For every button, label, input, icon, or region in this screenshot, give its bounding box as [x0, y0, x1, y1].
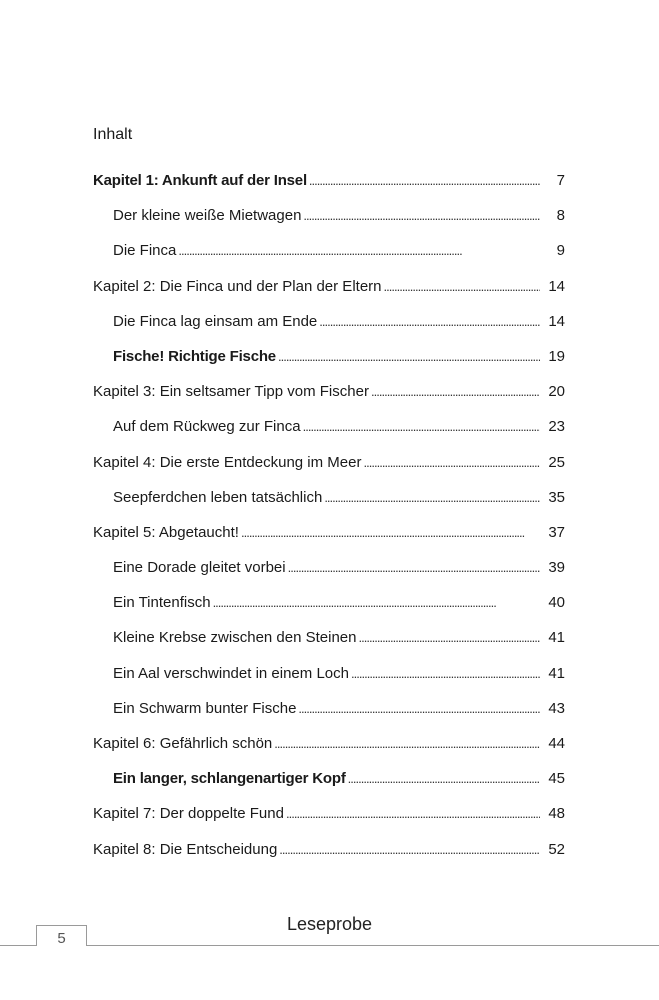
toc-entry-title: Der kleine weiße Mietwagen	[113, 207, 302, 225]
toc-heading: Inhalt	[93, 126, 133, 143]
toc-entry-title: Kapitel 3: Ein seltsamer Tipp vom Fischer	[93, 383, 369, 401]
toc-entry-title: Ein langer, schlangenartiger Kopf	[113, 770, 346, 788]
toc-entry-page: 9	[556, 242, 565, 260]
toc-entry-page: 37	[548, 523, 565, 541]
toc-dot-leader	[363, 445, 540, 480]
toc-entry-title: Eine Dorade gleitet vorbei	[113, 559, 286, 577]
toc-dot-leader	[309, 163, 540, 198]
toc-entry-title: Die Finca lag einsam am Ende	[113, 312, 318, 330]
toc-dot-leader	[178, 233, 540, 268]
toc-entry-title: Die Finca	[113, 242, 177, 260]
toc-entry-page: 41	[548, 629, 565, 647]
toc-entry-title: Ein Schwarm bunter Fische	[113, 699, 297, 717]
toc-chapter-entry[interactable]	[0, 374, 659, 409]
toc-chapter-entry[interactable]	[0, 269, 659, 304]
toc-entry-title: Auf dem Rückweg zur Finca	[113, 418, 301, 436]
toc-dot-leader	[213, 585, 540, 620]
toc-entry-page: 44	[548, 735, 565, 752]
toc-dot-leader	[288, 550, 540, 585]
toc-entry-title: Kapitel 7: Der doppelte Fund	[93, 805, 284, 823]
toc-entry-page: 8	[556, 207, 565, 225]
toc-entry-title: Seepferdchen leben tatsächlich	[113, 488, 323, 506]
toc-entry-title: Kapitel 2: Die Finca und der Plan der Eltern	[93, 277, 382, 295]
toc-entry-page: 40	[548, 594, 565, 612]
toc-entry-page: 14	[548, 277, 565, 295]
toc-chapter-entry[interactable]	[0, 445, 659, 480]
toc-dot-leader	[303, 409, 540, 444]
toc-section-entry[interactable]	[0, 656, 659, 691]
toc-section-entry[interactable]	[0, 304, 659, 339]
toc-dot-leader	[319, 304, 540, 339]
toc-entry-page: 45	[548, 770, 565, 788]
toc-entry-page: 35	[548, 488, 565, 506]
toc-dot-leader	[279, 832, 540, 867]
toc-entry-page: 39	[548, 559, 565, 577]
toc-dot-leader	[324, 480, 540, 515]
toc-dot-leader	[371, 374, 540, 409]
toc-section-entry[interactable]	[0, 198, 659, 233]
toc-entry-title: Ein Aal verschwindet in einem Loch	[113, 664, 349, 682]
toc-section-entry[interactable]	[0, 233, 659, 268]
toc-chapter-entry[interactable]	[0, 796, 659, 831]
toc-entry-title: Fische! Richtige Fische	[113, 347, 276, 365]
page-number: 5	[36, 925, 87, 946]
toc-chapter-entry[interactable]	[0, 163, 659, 198]
toc-section-entry[interactable]	[0, 585, 659, 620]
toc-section-entry[interactable]	[0, 480, 659, 515]
toc-entry-page: 7	[556, 172, 565, 189]
toc-entry-title: Kapitel 5: Abgetaucht!	[93, 523, 239, 541]
toc-entry-page: 25	[548, 453, 565, 471]
toc-section-entry[interactable]	[0, 409, 659, 444]
toc-dot-leader	[384, 269, 541, 304]
toc-dot-leader	[278, 339, 540, 374]
toc-entry-title: Kleine Krebse zwischen den Steinen	[113, 629, 357, 647]
toc-chapter-entry[interactable]	[0, 832, 659, 867]
toc-entry-title: Kapitel 4: Die erste Entdeckung im Meer	[93, 453, 362, 471]
toc-dot-leader	[359, 620, 541, 655]
toc-dot-leader	[348, 761, 540, 796]
toc-list	[0, 163, 659, 867]
toc-entry-page: 48	[548, 805, 565, 823]
toc-entry-title: Ein Tintenfisch	[113, 594, 211, 612]
toc-section-entry[interactable]	[0, 550, 659, 585]
toc-section-entry[interactable]	[0, 691, 659, 726]
toc-chapter-entry[interactable]	[0, 515, 659, 550]
toc-chapter-entry[interactable]	[0, 726, 659, 761]
footer-label: Leseprobe	[286, 914, 373, 934]
toc-dot-leader	[351, 656, 540, 691]
toc-entry-page: 23	[548, 418, 565, 436]
toc-entry-page: 19	[548, 347, 565, 365]
toc-entry-page: 14	[548, 312, 565, 330]
toc-dot-leader	[241, 515, 540, 550]
footer-divider	[0, 945, 659, 946]
toc-dot-leader	[303, 198, 540, 233]
toc-entry-page: 41	[548, 664, 565, 682]
toc-entry-page: 43	[548, 699, 565, 717]
toc-section-entry[interactable]	[0, 339, 659, 374]
toc-dot-leader	[298, 691, 540, 726]
toc-entry-title: Kapitel 6: Gefährlich schön	[93, 735, 273, 752]
toc-entry-page: 52	[548, 840, 565, 858]
toc-entry-title: Kapitel 8: Die Entscheidung	[93, 840, 278, 858]
toc-section-entry[interactable]	[0, 761, 659, 796]
toc-dot-leader	[274, 726, 540, 761]
toc-entry-title: Kapitel 1: Ankunft auf der Insel	[93, 172, 307, 189]
toc-dot-leader	[286, 796, 540, 831]
toc-section-entry[interactable]	[0, 620, 659, 655]
toc-entry-page: 20	[548, 383, 565, 401]
